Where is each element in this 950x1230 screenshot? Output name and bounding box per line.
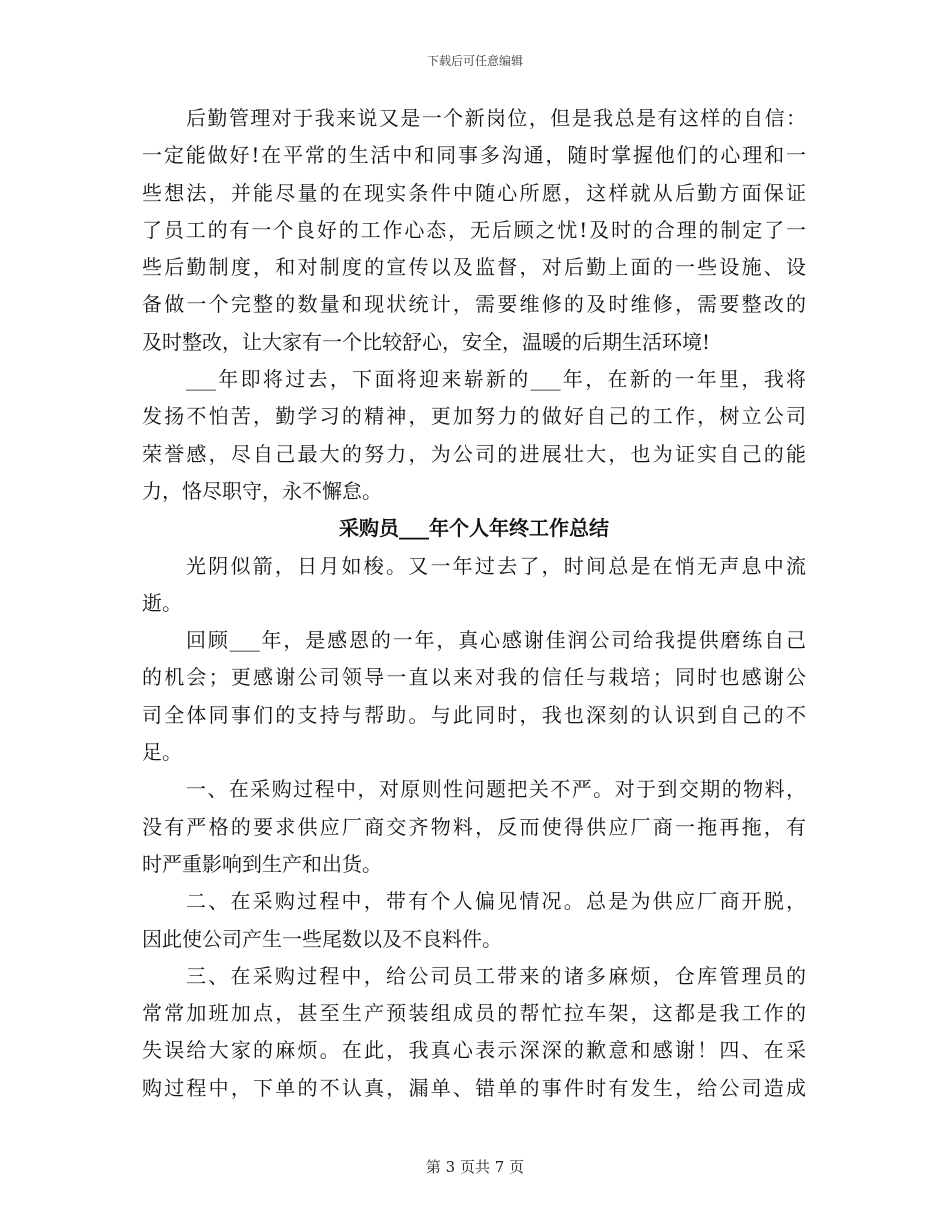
page-header: 下载后可任意编辑: [426, 54, 523, 68]
text-line: 的机会；更感谢公司领导一直以来对我的信任与栽培；同时也感谢公: [142, 665, 806, 690]
text-line: 及时整改，让大家有一个比较舒心，安全，温暖的后期生活环境!: [142, 329, 711, 354]
text-line: 些想法，并能尽量的在现实条件中随心所愿，这样就从后勤方面保证: [142, 180, 806, 205]
text-line: 购过程中，下单的不认真，漏单、错单的事件时有发生，给公司造成: [142, 1075, 806, 1100]
text-line: ___年即将过去，下面将迎来崭新的___年，在新的一年里，我将: [186, 367, 806, 392]
text-line: 因此使公司产生一些尾数以及不良料件。: [142, 926, 502, 951]
text-line: 足。: [142, 740, 182, 765]
text-line: 了员工的有一个良好的工作心态，无后顾之忧!及时的合理的制定了一: [142, 217, 806, 242]
text-line: 光阴似箭，日月如梭。又一年过去了，时间总是在悄无声息中流: [186, 553, 806, 578]
text-line: 后勤管理对于我来说又是一个新岗位，但是我总是有这样的自信：: [186, 106, 806, 130]
text-line: 荣誉感，尽自己最大的努力，为公司的进展壮大，也为证实自己的能: [142, 441, 806, 466]
text-line: 失误给大家的麻烦。在此，我真心表示深深的歉意和感谢！四、在采: [142, 1038, 806, 1063]
text-line: 力，恪尽职守，永不懈怠。: [142, 478, 382, 503]
text-line: 备做一个完整的数量和现状统计，需要维修的及时维修，需要整改的: [142, 292, 806, 317]
text-line: 发扬不怕苦，勤学习的精神，更加努力的做好自己的工作，树立公司: [142, 404, 806, 429]
text-line: 回顾___年，是感恩的一年，真心感谢佳润公司给我提供磨练自己: [186, 628, 806, 653]
document-body: [142, 100, 806, 1107]
text-line: 常常加班加点，甚至生产预装组成员的帮忙拉车架，这都是我工作的: [142, 1001, 806, 1026]
text-line: 一、在采购过程中，对原则性问题把关不严。对于到交期的物料，: [186, 777, 806, 802]
text-line: 时严重影响到生产和出货。: [142, 851, 382, 876]
text-line: 司全体同事们的支持与帮助。与此同时，我也深刻的认识到自己的不: [142, 702, 806, 727]
page-footer: 第 3 页共 7 页: [425, 1158, 525, 1176]
section-title: 采购员___年个人年终工作总结: [339, 516, 609, 541]
text-line: 二、在采购过程中，带有个人偏见情况。总是为供应厂商开脱，: [186, 889, 806, 914]
text-line: 些后勤制度，和对制度的宣传以及监督，对后勤上面的一些设施、设: [142, 255, 806, 280]
text-line: 没有严格的要求供应厂商交齐物料，反而使得供应厂商一拖再拖，有: [142, 814, 806, 839]
text-line: 一定能做好!在平常的生活中和同事多沟通，随时掌握他们的心理和一: [142, 143, 806, 168]
text-line: 三、在采购过程中，给公司员工带来的诸多麻烦，仓库管理员的: [186, 963, 806, 988]
text-line: 逝。: [142, 590, 182, 615]
